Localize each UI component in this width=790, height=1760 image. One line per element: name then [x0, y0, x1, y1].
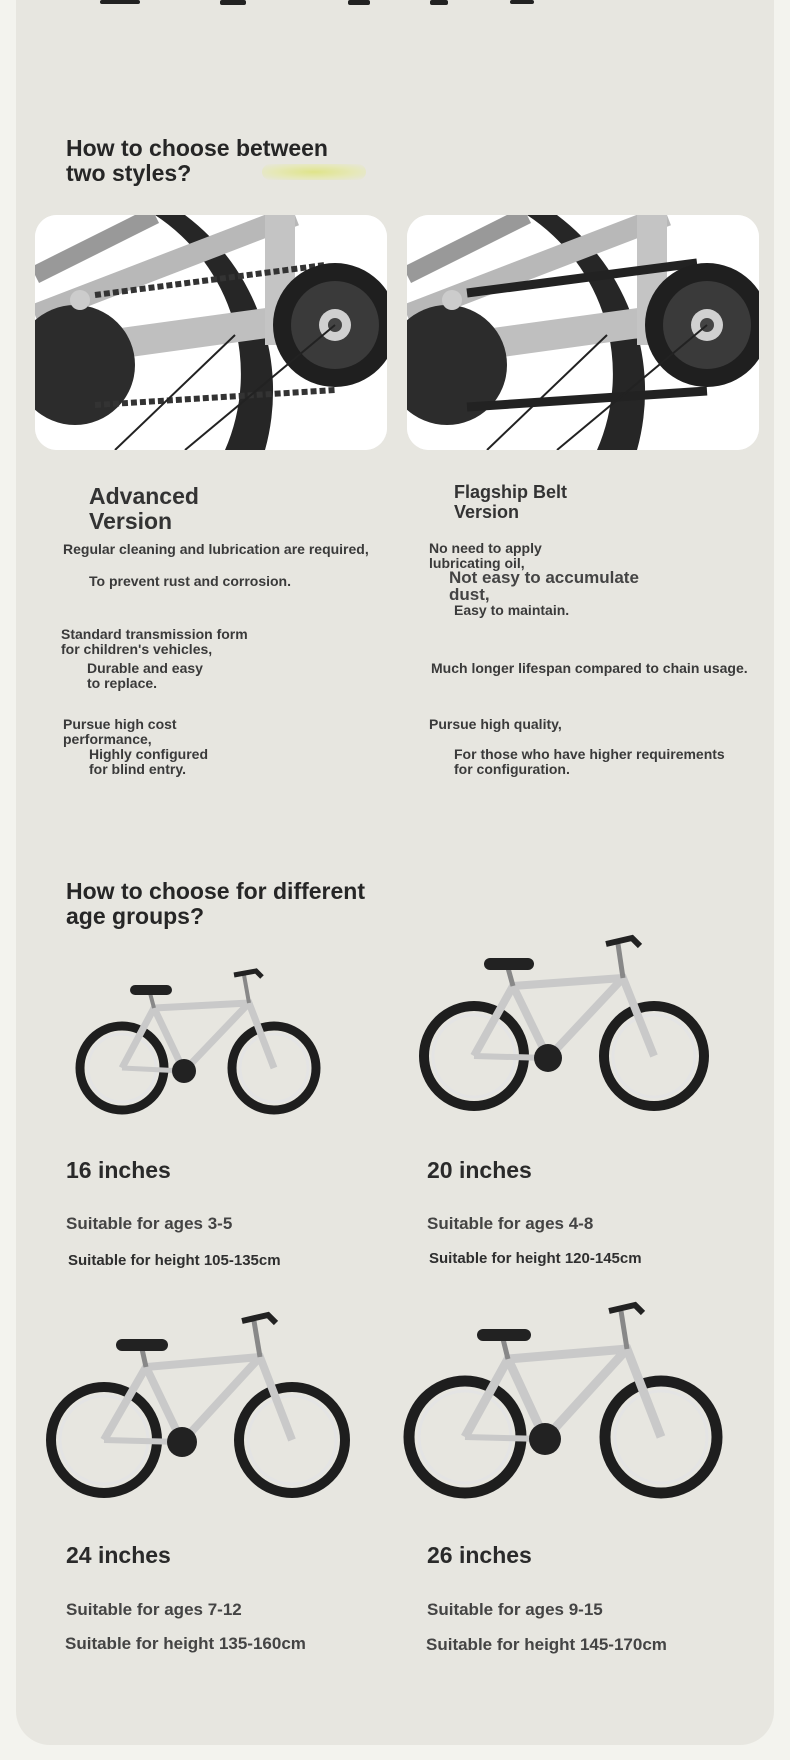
bike-26-ages: Suitable for ages 9-15 — [427, 1600, 603, 1619]
bike-26-image — [403, 1295, 723, 1500]
belt-point-4: Much longer lifespan compared to chain usage. — [431, 660, 748, 676]
chain-drive-photo — [35, 215, 387, 450]
advanced-version-title: Advanced Version — [89, 483, 199, 534]
bike-24-size: 24 inches — [66, 1542, 171, 1568]
heading-highlight — [262, 164, 366, 180]
advanced-point-3: Standard transmission form for children's vehicles, — [61, 626, 248, 657]
cropped-text-remnant — [100, 0, 540, 8]
bike-24-ages: Suitable for ages 7-12 — [66, 1600, 242, 1619]
advanced-point-6: Highly configured for blind entry. — [89, 746, 208, 777]
bike-24-height: Suitable for height 135-160cm — [65, 1634, 306, 1653]
advanced-point-4: Durable and easy to replace. — [87, 660, 203, 691]
belt-point-6: For those who have higher requirements for configuration. — [454, 746, 725, 777]
belt-point-3: Easy to maintain. — [454, 602, 570, 618]
bike-24-image — [46, 1305, 351, 1500]
bike-16-height: Suitable for height 105-135cm — [68, 1252, 281, 1269]
bike-20-ages: Suitable for ages 4-8 — [427, 1214, 594, 1233]
advanced-point-2: To prevent rust and corrosion. — [89, 573, 291, 589]
belt-version-title: Flagship Belt Version — [454, 482, 568, 522]
belt-point-1: No need to apply lubricating oil, — [429, 540, 542, 571]
bike-20-height: Suitable for height 120-145cm — [429, 1250, 642, 1267]
advanced-point-5: Pursue high cost performance, — [63, 716, 177, 747]
advanced-point-1: Regular cleaning and lubrication are required, — [63, 541, 369, 557]
bike-26-size: 26 inches — [427, 1542, 532, 1568]
belt-point-5: Pursue high quality, — [429, 716, 562, 732]
bike-16-image — [74, 963, 324, 1118]
belt-drive-photo — [407, 215, 759, 450]
bike-26-height: Suitable for height 145-170cm — [426, 1635, 667, 1654]
bike-16-ages: Suitable for ages 3-5 — [66, 1214, 233, 1233]
age-groups-heading: How to choose for different age groups? — [66, 878, 365, 929]
belt-point-2: Not easy to accumulate dust, — [449, 568, 639, 604]
bike-20-image — [418, 928, 713, 1113]
styles-heading: How to choose between two styles? — [66, 135, 328, 186]
bike-20-size: 20 inches — [427, 1157, 532, 1183]
bike-16-size: 16 inches — [66, 1157, 171, 1183]
